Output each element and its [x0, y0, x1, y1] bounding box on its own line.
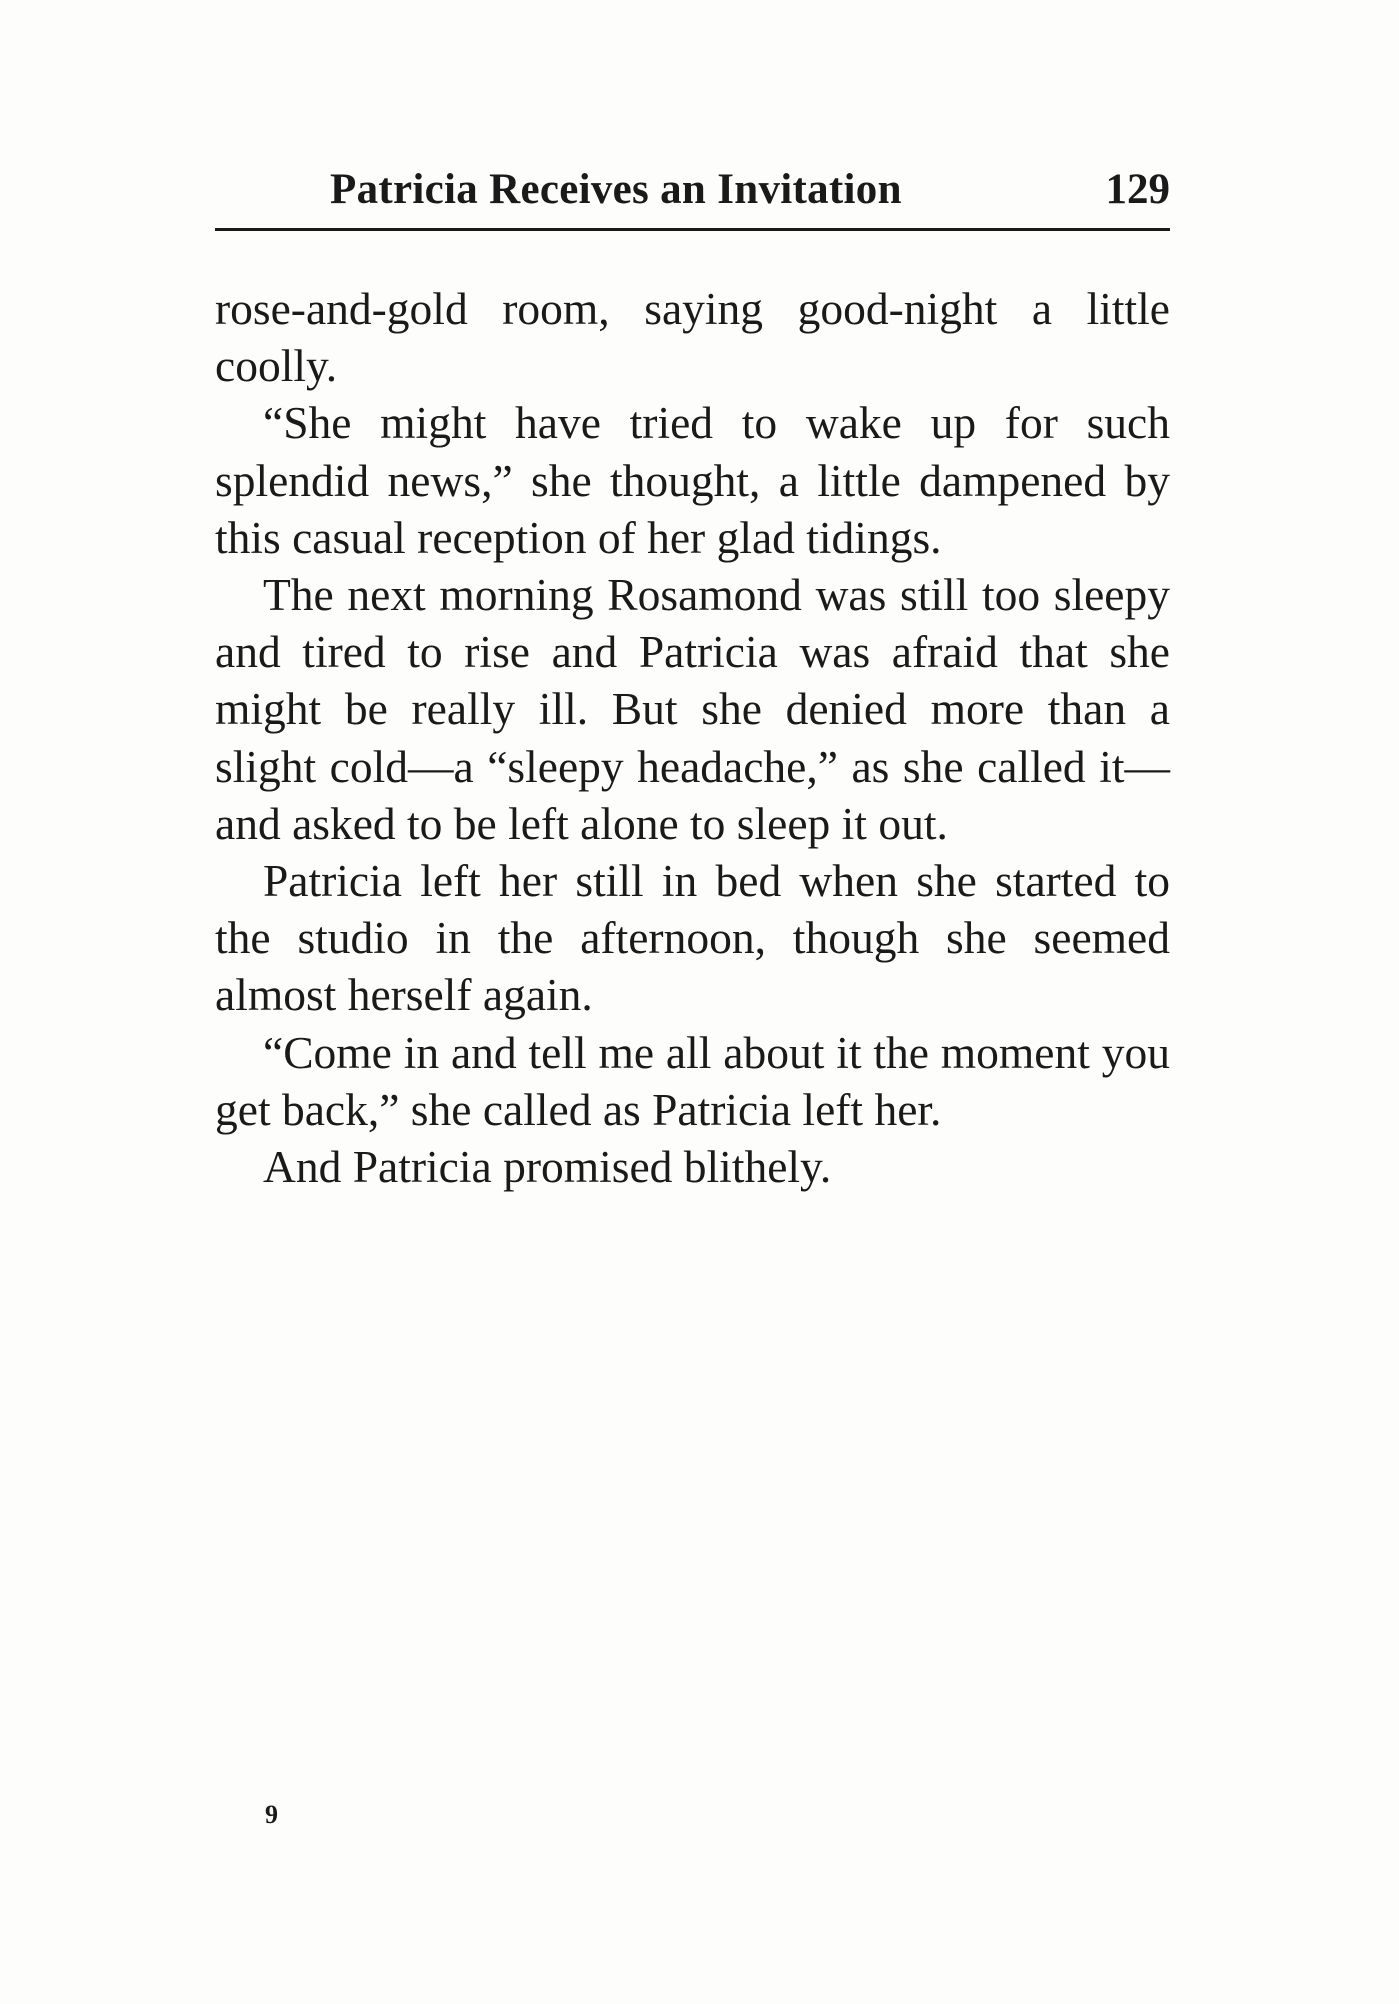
paragraph-6: And Patricia promised blithely.	[263, 1141, 832, 1193]
running-head	[215, 160, 1170, 226]
paragraph-4: Patricia left her still in bed when she started to the studio in the afternoon, though she seemed almost herself again.	[215, 855, 1170, 1021]
body-text	[215, 280, 1170, 1195]
paragraph-1: rose-and-gold room, saying good-night a little coolly.	[215, 283, 1170, 392]
header-rule	[215, 228, 1170, 231]
page-number: 129	[1105, 166, 1170, 213]
signature-mark: 9	[265, 1800, 278, 1829]
paragraph-2: “She might have tried to wake up for such splendid news,” she thought, a little dampened by this casual reception of her glad tidings.	[215, 397, 1170, 563]
paragraph-3: The next morning Rosamond was still too sleepy and tired to rise and Patricia was afraid that she might be really ill. But she denied more than a slight cold—a “sleepy headache,” as she called it—and asked to be left alone to sleep it out.	[215, 569, 1170, 849]
running-title: Patricia Receives an Invitation	[330, 166, 902, 213]
paragraph-5: “Come in and tell me all about it the moment you get back,” she called as Patricia left her.	[215, 1026, 1170, 1135]
